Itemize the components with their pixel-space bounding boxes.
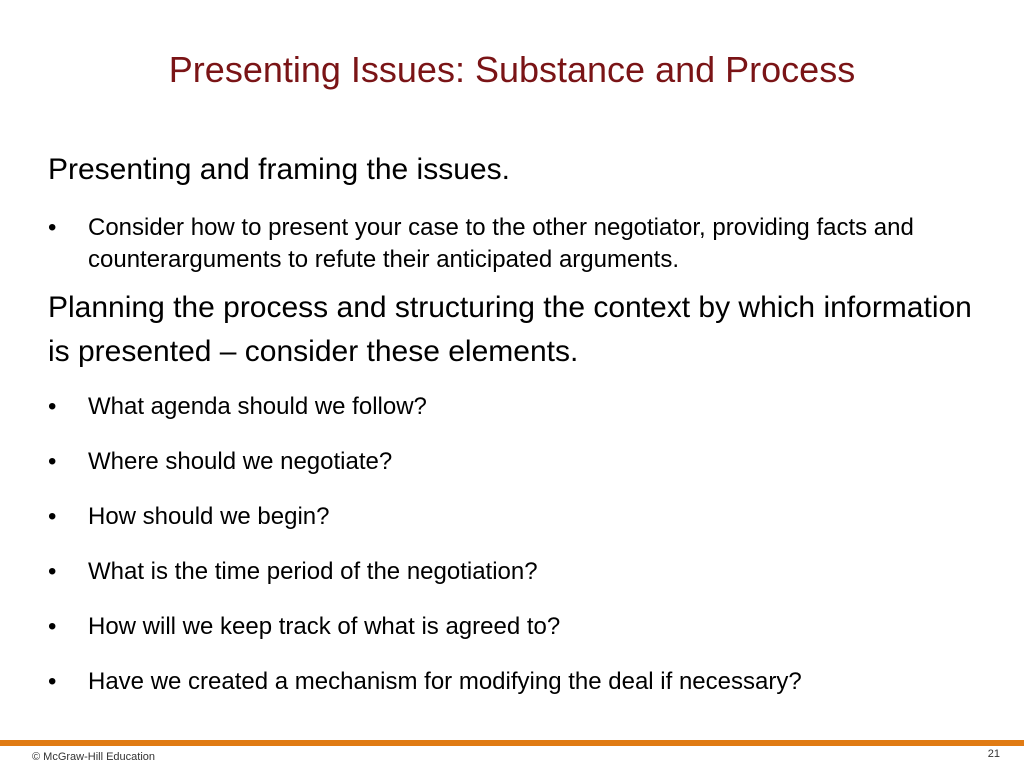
bullet-text: What is the time period of the negotiation? [88,558,538,585]
bullet-text: Consider how to present your case to the other negotiator, providing facts and counterarguments to refute their anticipated arguments. [88,214,914,273]
bullet-text: How will we keep track of what is agreed to? [88,613,561,640]
bullet-text: Where should we negotiate? [88,448,393,475]
footer-divider-bar [0,740,1024,746]
bullet-marker: • [48,668,57,695]
bullet-item [48,501,978,533]
bullet-marker: • [48,558,57,585]
section-heading-planning: Planning the process and structuring the context by which information is presented – consider these elements. [48,291,972,368]
bullet-marker: • [48,393,57,420]
page-number: 21 [987,748,1000,760]
bullet-item [48,446,978,478]
slide-title: Presenting Issues: Substance and Process [168,49,856,90]
bullet-item [48,611,978,643]
bullet-marker: • [48,503,57,530]
bullet-text: Have we created a mechanism for modifying the deal if necessary? [88,668,802,695]
bullet-text: How should we begin? [88,503,330,530]
bullet-text: What agenda should we follow? [88,393,427,420]
bullet-item [48,391,978,423]
bullet-item [48,666,978,698]
section-heading-framing: Presenting and framing the issues. [48,153,510,186]
bullet-marker: • [48,448,57,475]
bullet-item [48,212,978,276]
copyright-notice: © McGraw-Hill Education [32,751,156,763]
bullet-marker: • [48,214,57,241]
bullet-item [48,556,978,588]
bullet-marker: • [48,613,57,640]
